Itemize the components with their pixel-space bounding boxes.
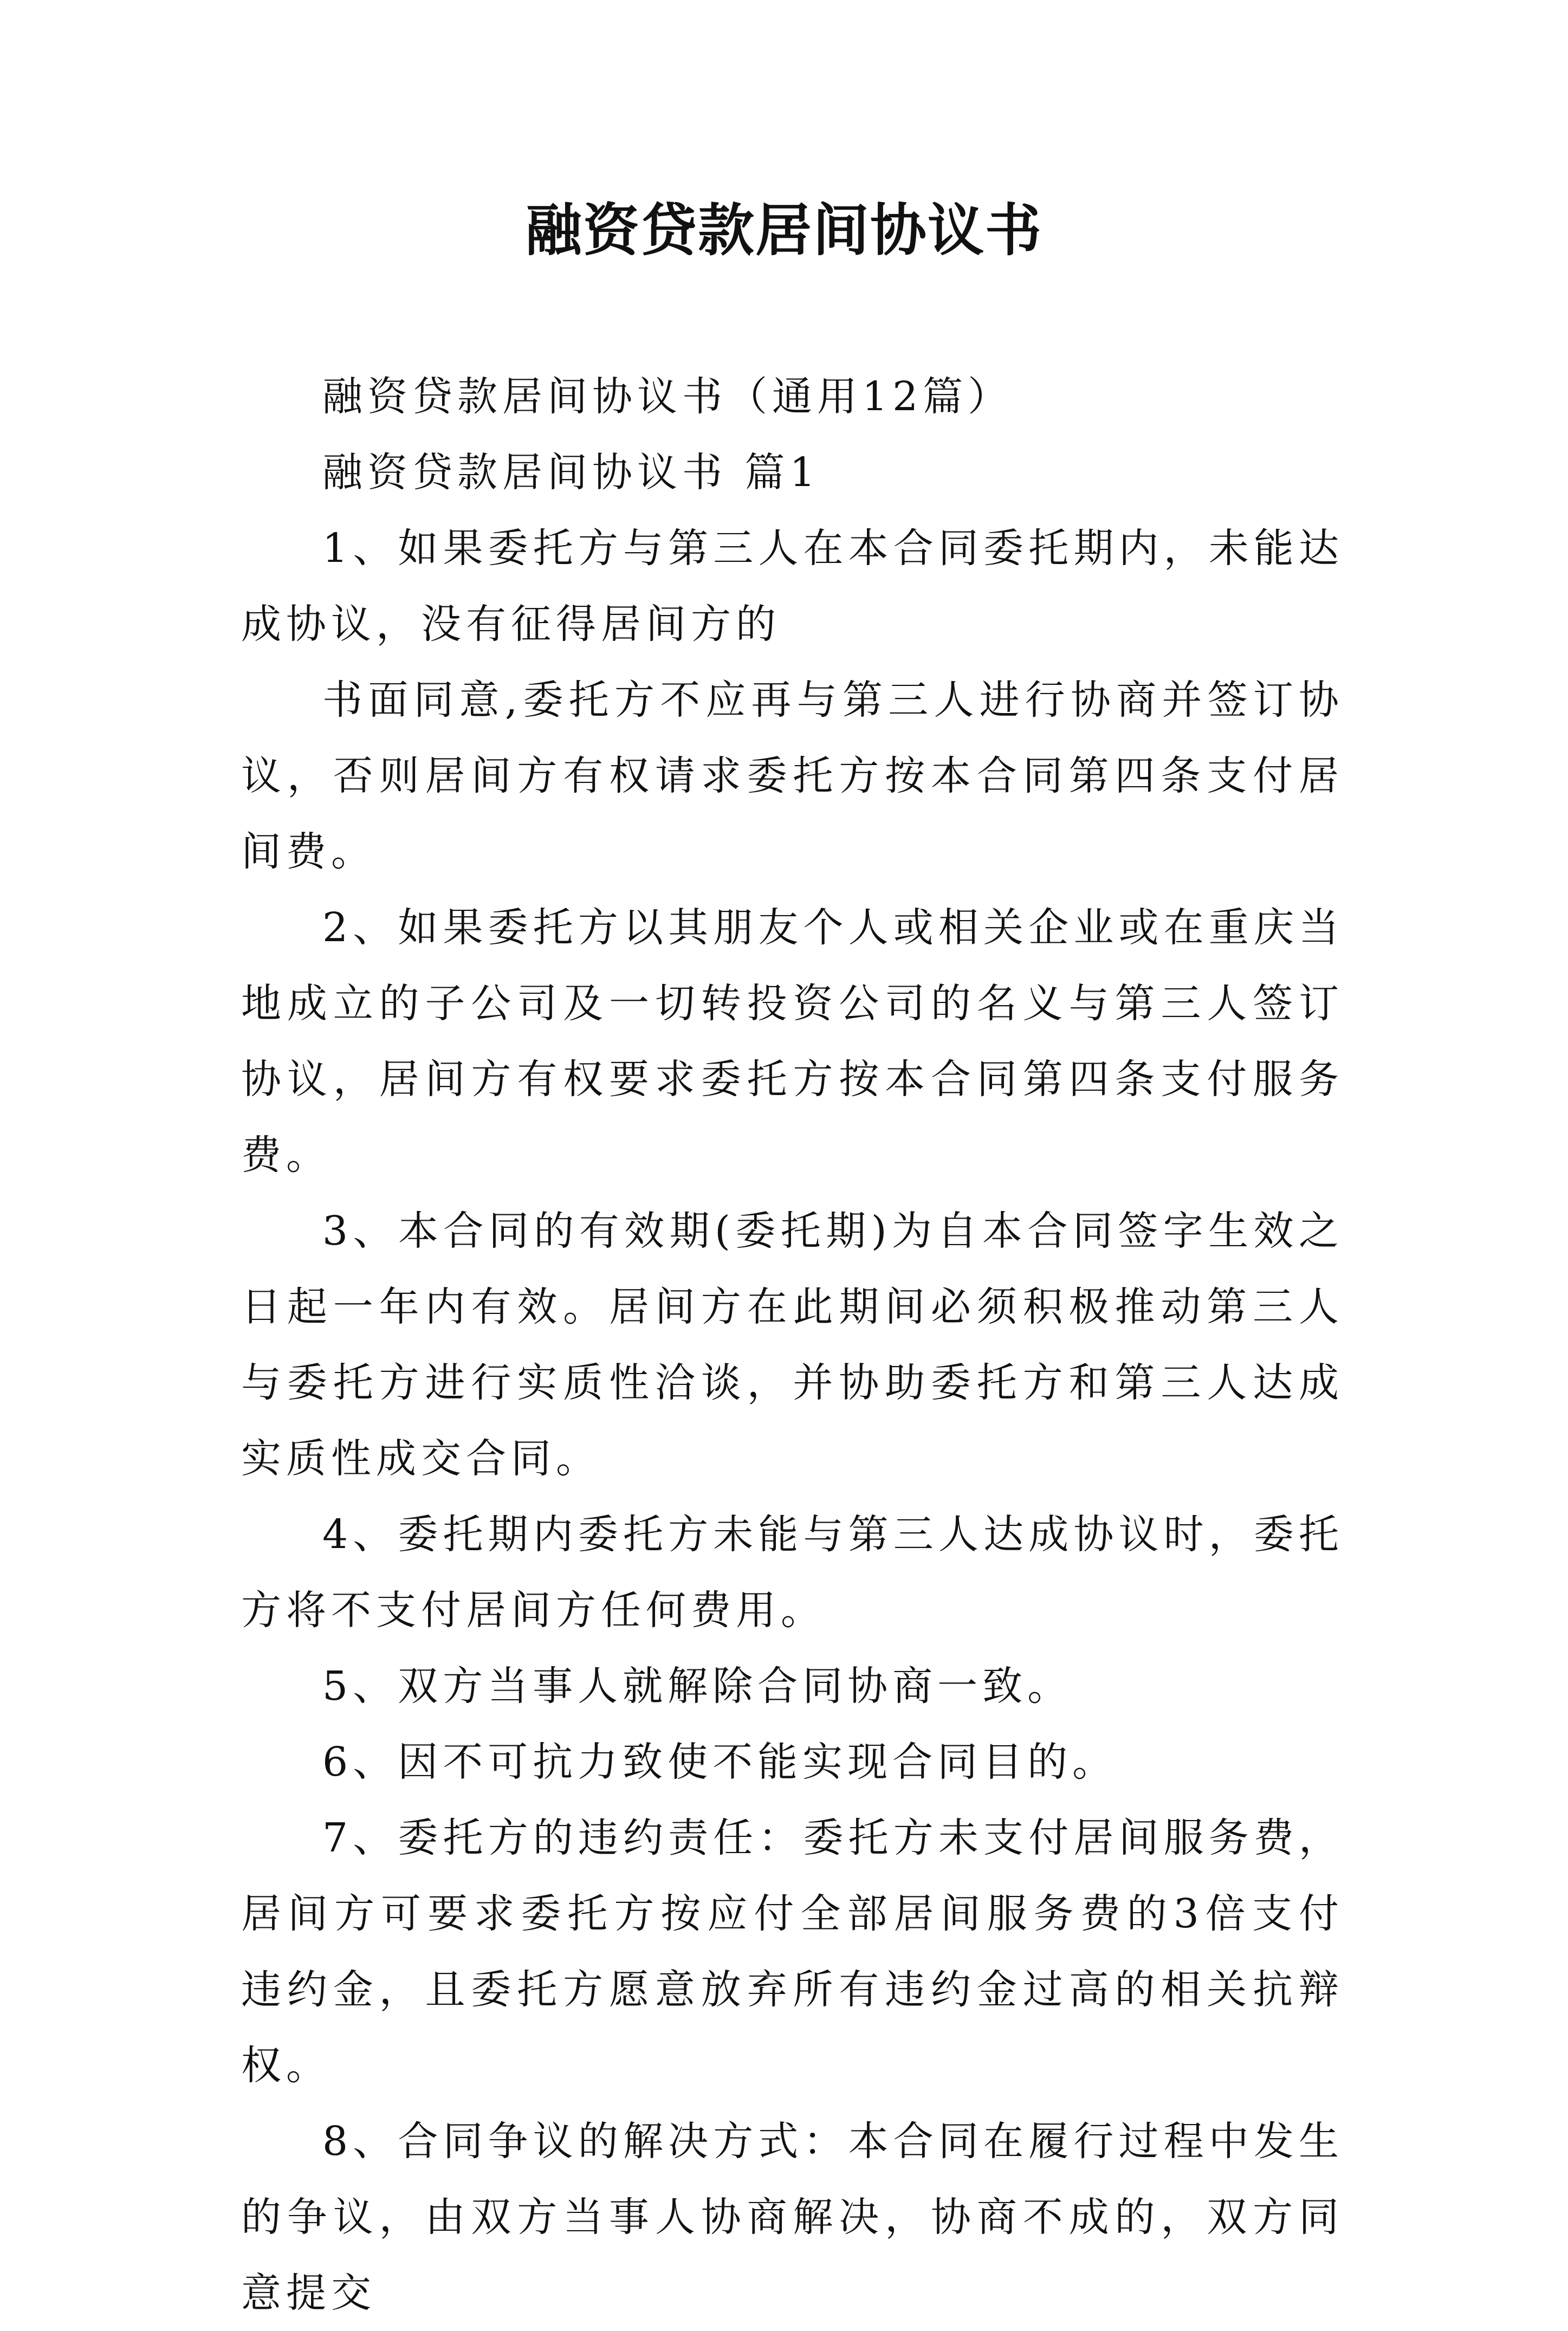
paragraph-clause-1: 1、如果委托方与第三人在本合同委托期内，未能达成协议，没有征得居间方的: [241, 525, 1344, 648]
paragraph-clause-8: 8、合同争议的解决方式：本合同在履行过程中发生的争议，由双方当事人协商解决，协商不成的，双方同意提交: [241, 2118, 1344, 2316]
paragraph-section-heading: 融资贷款居间协议书 篇1: [322, 449, 820, 496]
paragraph-clause-7: 7、委托方的违约责任：委托方未支付居间服务费，居间方可要求委托方按应付全部居间服务费的3倍支付违约金，且委托方愿意放弃所有违约金过高的相关抗辩权。: [241, 1815, 1344, 2089]
paragraph-clause-3: 3、本合同的有效期(委托期)为自本合同签字生效之日起一年内有效。居间方在此期间必须积极推动第三人与委托方进行实质性洽谈，并协助委托方和第三人达成实质性成交合同。: [241, 1208, 1344, 1482]
paragraph-clause-5: 5、双方当事人就解除合同协商一致。: [322, 1663, 1073, 1710]
paragraph-clause-4: 4、委托期内委托方未能与第三人达成协议时，委托方将不支付居间方任何费用。: [241, 1511, 1344, 1634]
document-title: 融资贷款居间协议书: [525, 197, 1042, 263]
document-body: [241, 359, 1344, 2331]
paragraph-clause-2: 2、如果委托方以其朋友个人或相关企业或在重庆当地成立的子公司及一切转投资公司的名义与第三人签订协议，居间方有权要求委托方按本合同第四条支付服务费。: [241, 904, 1344, 1179]
paragraph-clause-1-continued: 书面同意,委托方不应再与第三人进行协商并签订协议，否则居间方有权请求委托方按本合同第四条支付居间费。: [241, 677, 1344, 875]
paragraph-clause-6: 6、因不可抗力致使不能实现合同目的。: [322, 1739, 1118, 1785]
paragraph-subtitle: 融资贷款居间协议书（通用12篇）: [322, 373, 1013, 420]
